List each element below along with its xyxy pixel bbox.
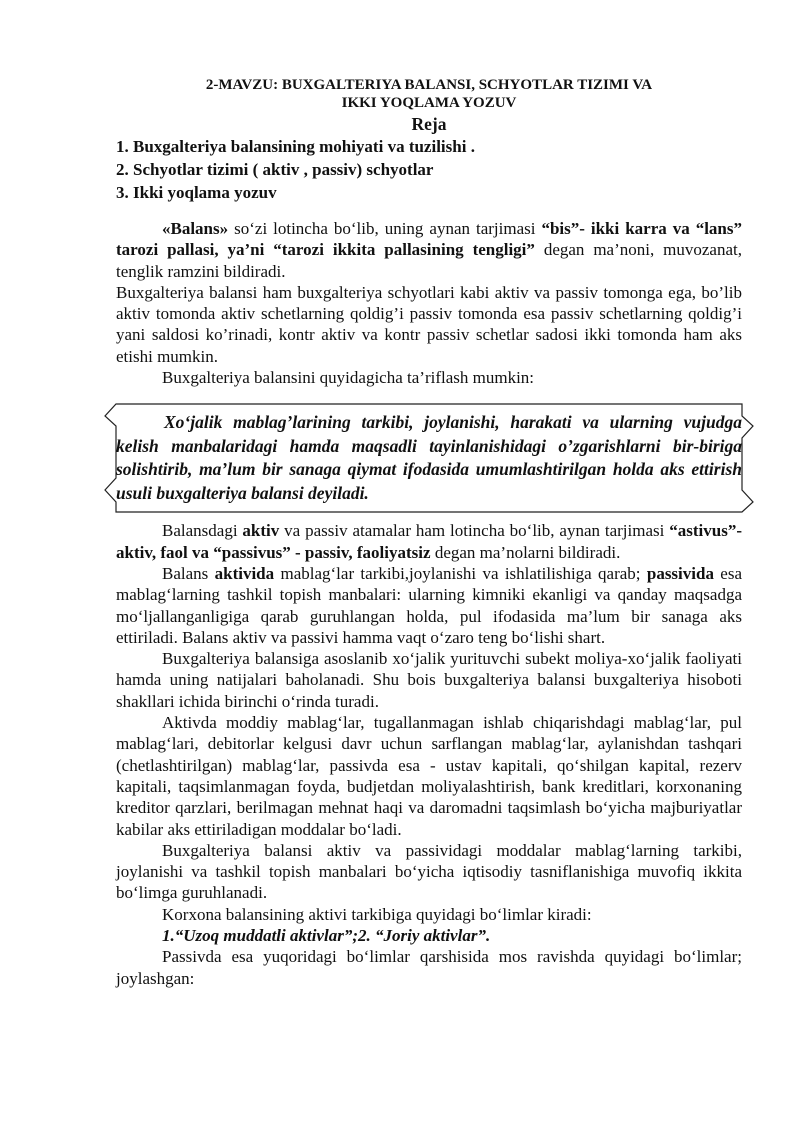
definition-text: Xo‘jalik mablag’larining tarkibi, joylanishi, harakati va ularning vujudga kelish manbalaridagi hamda maqsadli tayinlanishidagi o’zgarishlarni bir-biriga solishtirib, ma’lum bir sanaga qiymat ifodasida umumlashtirilgan holda aks ettirish usuli buxgalteriya balansi deyiladi. xyxy=(116,412,742,503)
paragraph-balance-sides: Buxgalteriya balansi ham buxgalteriya schyotlari kabi aktiv va passiv tomonga ega, bo’lib aktiv tomonda aktiv schetlarning qoldig’i passiv tomonda esa passiv schetlarning qoldig’i yani saldosi ko’rinadi, kontr aktiv va kontr passiv schetlar sadosi ikki tomonda ham aks etishi mumkin. xyxy=(116,282,742,366)
paragraph-aktiv-items: Aktivda moddiy mablag‘lar, tugallanmagan ishlab chiqarishdagi mablag‘lar, pul mablag‘lari, debitorlar kelgusi davr uchun sarflangan mablag‘lar, aylanishdan tashqari (chetlashtirilgan) mablag‘lar, passivda esa - ustav kapitali, qo‘shilgan kapital, rezerv kapitali, taqsimlanmagan foyda, budjetdan moliyalashtirish, bank kreditlari, korxonaning kreditor qarzlari, berilmagan mehnat haqi va daromadni taqsimlash bo‘yicha majburiyatlar kabilar aks ettiriladigan moddalar bo‘ladi. xyxy=(116,713,742,839)
plan-item: 1. Buxgalteriya balansining mohiyati va tuzilishi . xyxy=(116,137,475,156)
paragraph-two-sections: Buxgalteriya balansi aktiv va passividagi moddalar mablag‘larning tarkibi, joylanishi va tashkil topish manbalari bo‘yicha iqtisodiy tasniflanishiga muvofiq ikkita bo‘limga guruhlanadi. xyxy=(116,840,742,903)
paragraph-balans-meaning: «Balans» so‘zi lotincha bo‘lib, uning aynan tarjimasi “bis”- ikki karra va “lans” tarozi pallasi, ya’ni “tarozi ikkita pallasining tengligi” degan ma’noni, muvozanat, tenglik ramzini bildiradi. xyxy=(116,219,742,281)
plan-item: 2. Schyotlar tizimi ( aktiv , passiv) schyotlar xyxy=(116,160,434,179)
plan-item: 3. Ikki yoqlama yozuv xyxy=(116,183,277,202)
paragraph-definition-intro: Buxgalteriya balansini quyidagicha ta’riflash mumkin: xyxy=(162,368,535,388)
paragraph-aktiv-sections-intro: Korxona balansining aktivi tarkibiga quyidagi bo‘limlar kiradi: xyxy=(162,904,592,924)
topic-title-line-2: IKKI YOQLAMA YOZUV xyxy=(341,95,517,111)
definition-box xyxy=(104,398,754,516)
paragraph-aktiv-passiv-terms: Balansdagi aktiv va passiv atamalar ham lotincha bo‘lib, aynan tarjimasi “astivus”- aktiv, faol va “passivus” - passiv, faoliyatsiz degan ma’nolarni bildiradi. xyxy=(116,521,742,562)
paragraph-aktiv-sections: 1.“Uzoq muddatli aktivlar”;2. “Joriy aktivlar”. xyxy=(162,926,491,946)
topic-title xyxy=(116,76,742,112)
paragraph-balance-importance: Buxgalteriya balansiga asoslanib xo‘jalik yurituvchi subekt moliya-xo‘jalik faoliyati hamda uning natijalari baholanadi. Shu bois buxgalteriya balansi buxgalteriya hisoboti shakllari ichida birinchi o‘rinda turadi. xyxy=(116,649,742,711)
paragraph-passiv-sections-intro: Passivda esa yuqoridagi bo‘limlar qarshisida mos ravishda quyidagi bo‘limlar; joylashgan: xyxy=(116,947,742,988)
paragraph-aktiv-passiv-grouping: Balans aktivida mablag‘lar tarkibi,joylanishi va ishlatilishiga qarab; passivida esa mablag‘larning tashkil topish manbalari: ularning kimniki ekanligi va qanday maqsadga mo‘ljallanganligiga qarab guruhlangan holda, pul ifodasida ma’lum bir sanaga aks ettiriladi. Balans aktiv va passivi hamma vaqt o‘zaro teng bo‘lishi shart. xyxy=(116,563,742,647)
topic-title-line-1: 2-MAVZU: BUXGALTERIYA BALANSI, SCHYOTLAR TIZIMI VA xyxy=(205,77,653,93)
document-page xyxy=(116,76,742,989)
plan-heading: Reja xyxy=(411,114,447,134)
plan-list xyxy=(116,135,742,204)
